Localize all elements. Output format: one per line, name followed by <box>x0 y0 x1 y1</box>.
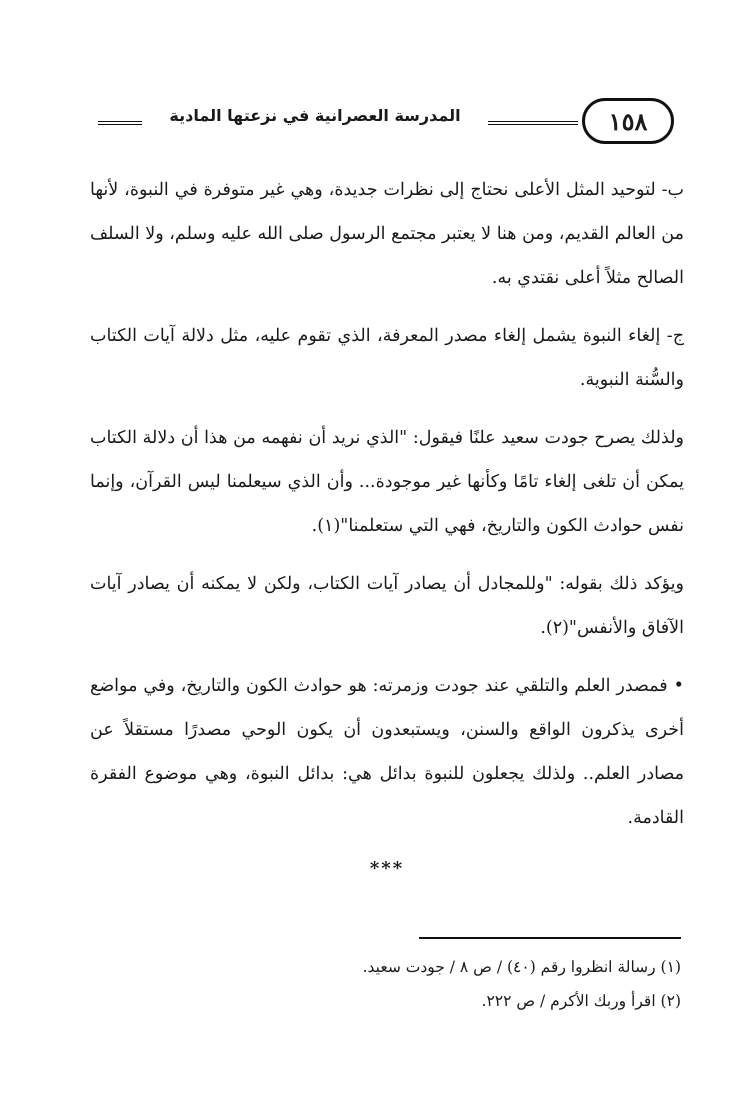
paragraph-summary <box>90 664 684 840</box>
footnote-1: (١) رسالة انظروا رقم (٤٠) / ص ٨ / جودت سعيد. <box>362 958 681 976</box>
paragraph-quote-2: ويؤكد ذلك بقوله: "وللمجادل أن يصادر آيات الكتاب، ولكن لا يمكنه أن يصادر آيات الآفاق والأنفس"(٢). <box>90 574 684 638</box>
paragraph-j: ج- إلغاء النبوة يشمل إلغاء مصدر المعرفة، الذي تقوم عليه، مثل دلالة آيات الكتاب والسُّنة النبوية. <box>90 326 684 390</box>
paragraph-b: ب- لتوحيد المثل الأعلى نحتاج إلى نظرات جديدة، وهي غير متوفرة في النبوة، لأنها من العالم القديم، ومن هنا لا يعتبر مجتمع الرسول صلى الله عليه وسلم، ولا السلف الصالح مثلاً أعلى نقتدي به. <box>90 180 684 288</box>
footnote-2: (٢) اقرأ وربك الأكرم / ص ٢٢٢. <box>481 992 681 1010</box>
paragraph-summary-text: فمصدر العلم والتلقي عند جودت وزمرته: هو حوادث الكون والتاريخ، وفي مواضع أخرى يذكرون الواقع والسنن، ويستبعدون أن يكون الوحي مصدرًا مستقلاً عن مصادر العلم.. ولذلك يجعلون للنبوة بدائل هي: بدائل النبوة، وهي موضوع الفقرة القادمة. <box>90 676 684 828</box>
page-header <box>90 92 680 152</box>
page-number: ١٥٨ <box>582 98 674 144</box>
section-separator: *** <box>369 858 405 879</box>
footnote-rule <box>419 937 681 939</box>
footnotes <box>121 950 681 1018</box>
header-rule-left <box>98 121 142 129</box>
paragraph-quote-1: ولذلك يصرح جودت سعيد علنًا فيقول: "الذي نريد أن نفهمه من هذا أن دلالة الكتاب يمكن أن تلغى إلغاء تامًا وكأنها غير موجودة... وأن الذي سيعلمنا ليس القرآن، وإنما نفس حوادث الكون والتاريخ، فهي التي ستعلمنا"(١). <box>90 428 684 536</box>
header-rule-right <box>488 121 578 129</box>
bullet-icon: • <box>673 676 684 696</box>
running-title: المدرسة العصرانية في نزعتها المادية <box>169 106 461 125</box>
body-text <box>90 168 684 879</box>
